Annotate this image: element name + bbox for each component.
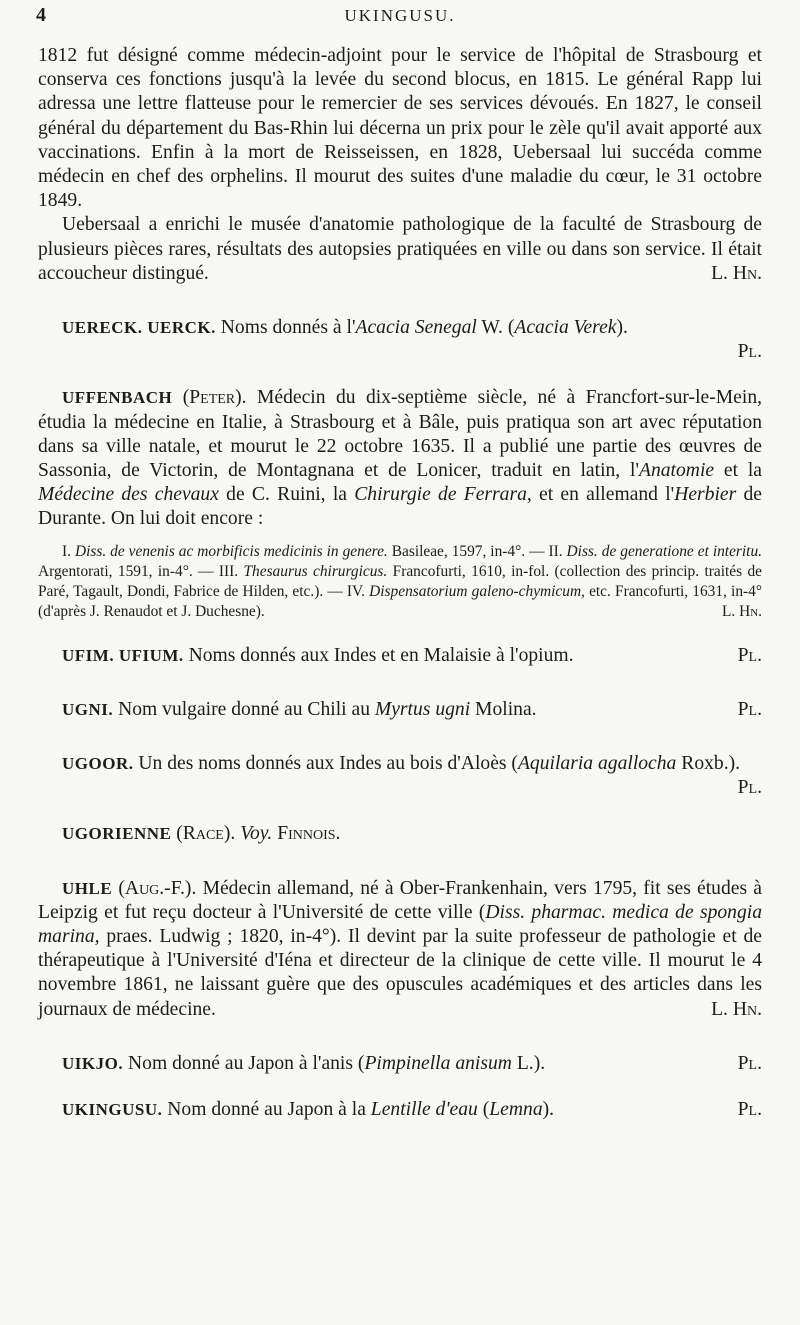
page-body xyxy=(38,44,762,1122)
entry-headword: UGOOR. xyxy=(62,754,134,774)
entry-headword: UGORIENNE xyxy=(62,824,172,844)
entry-signature: Pl. xyxy=(737,1099,762,1121)
entry-ugoor: UGOOR. Un des noms donnés aux Indes au bois d'Aloès (Aquilaria agallocha Roxb.). Pl. xyxy=(38,752,762,776)
entry-signature: Pl. xyxy=(737,777,762,799)
page-header xyxy=(36,4,764,30)
entry-headword: UFIM. UFIUM. xyxy=(62,645,184,665)
entry-ugni: UGNI. Nom vulgaire donné au Chili au Myrtus ugni Molina. Pl. xyxy=(38,698,762,722)
entry-signature: Pl. xyxy=(737,1052,762,1074)
entry-uebersaal-cont-paragraph-2 xyxy=(38,213,762,286)
entry-text: 1812 fut désigné comme médecin-adjoint pour le service de l'hôpital de Strasbourg et conserva ces fonctions jusqu'à la levée du second blocus, en 1815. Le général Rapp lui adressa une lettre flatteuse pour le remercier de ses services dévoués. En 1827, le conseil général du département du Bas-Rhin lui décerna un prix pour le zèle qu'il avait apporté aux vaccinations. Enfin à la mort de Reisseissen, en 1828, Uebersaal lui succéda comme médecin en chef des orphelins. Il mourut des suites d'une maladie du cœur, le 31 octobre 1849. xyxy=(38,45,762,212)
entry-name: (Peter). xyxy=(182,387,247,409)
entry-uffenbach: UFFENBACH (Peter). Médecin du dix-septième siècle, né à Francfort-sur-le-Mein, étudia la médecine en Italie, à Strasbourg et à Bâle, puis pratiqua son art avec réputation dans sa ville natale, et mourut le 22 octobre 1635. Il a publié une partie des œuvres de Sassonia, de Victorin, de Montagnana et de Lonicer, traduit en latin, l'Anatomie et la Médecine des chevaux de C. Ruini, la Chirurgie de Ferrara, et en allemand l'Herbier de Durante. On lui doit encore : xyxy=(38,387,763,530)
see-also-label: Voy. xyxy=(240,823,273,845)
entry-uebersaal-cont-paragraph-1 xyxy=(38,44,762,213)
entry-headword: UFFENBACH xyxy=(62,388,173,408)
page-number: 4 xyxy=(36,4,46,26)
entry-signature: L. Hn. xyxy=(711,998,762,1020)
entry-ukingusu: UKINGUSU. Nom donné au Japon à la Lentille d'eau (Lemna). Pl. xyxy=(38,1098,762,1122)
entry-signature: Pl. xyxy=(737,698,762,720)
entry-headword: UIKJO. xyxy=(62,1053,124,1073)
entry-signature: L. Hn. xyxy=(711,262,762,284)
entry-ugorienne xyxy=(38,822,762,846)
entry-uikjo: UIKJO. Nom donné au Japon à l'anis (Pimpinella anisum L.). Pl. xyxy=(38,1052,762,1076)
entry-uereck-signature-line xyxy=(38,340,762,364)
entry-uereck: UERECK. UERCK. Noms donnés à l'Acacia Senegal W. (Acacia Verek). xyxy=(62,317,628,339)
entry-signature: Pl. xyxy=(737,644,762,666)
entry-name: (Aug.-F.). xyxy=(118,877,197,899)
entry-uhle: UHLE (Aug.-F.). Médecin allemand, né à Ober-Frankenhain, vers 1795, fit ses études à Leipzig et fut reçu docteur à l'Université de cette ville (Diss. pharmac. medica de spongia marina, praes. Ludwig ; 1820, in-4°). Il devint par la suite professeur de pathologie et de thérapeutique à l'Université d'Iéna et directeur de la clinique de cette ville. Il mourut le 4 novembre 1861, ne laissant guère que des opuscules académiques et des articles dans les journaux de médecine. L. Hn. xyxy=(38,877,762,1022)
entry-name: (Race). xyxy=(176,823,236,845)
entry-headword: UKINGUSU. xyxy=(62,1100,163,1120)
entry-headword: UHLE xyxy=(62,878,113,898)
entry-signature: Pl. xyxy=(737,341,762,363)
entry-uffenbach-bibliography: I. Diss. de venenis ac morbificis medicinis in genere. Basileae, 1597, in-4°. — II. Diss. de generatione et interitu. Argentorati, 1591, in-4°. — III. Thesaurus chirurgicus. Francofurti, 1610, in-fol. (collection des princip. traités de Paré, Tagault, Dondi, Fabrice de Hilden, etc.). — IV. Dispensatorium galeno-chymicum, etc. Francofurti, 1631, in-4° (d'après J. Renaudot et J. Duchesne). L. Hn. xyxy=(38,542,763,620)
entry-text: Uebersaal a enrichi le musée d'anatomie pathologique de la faculté de Strasbourg de plusieurs pièces rares, résultats des autopsies pratiquées en ville ou dans son service. Il était accoucheur distingué. xyxy=(38,214,762,284)
entry-signature: L. Hn. xyxy=(721,602,762,620)
cross-reference: Finnois. xyxy=(277,823,341,845)
entry-headword: UERECK. UERCK. xyxy=(62,318,216,338)
running-head: UKINGUSU. xyxy=(344,6,456,25)
entry-headword: UGNI. xyxy=(62,699,114,719)
entry-ufim: UFIM. UFIUM. Noms donnés aux Indes et en Malaisie à l'opium. Pl. xyxy=(38,644,762,668)
